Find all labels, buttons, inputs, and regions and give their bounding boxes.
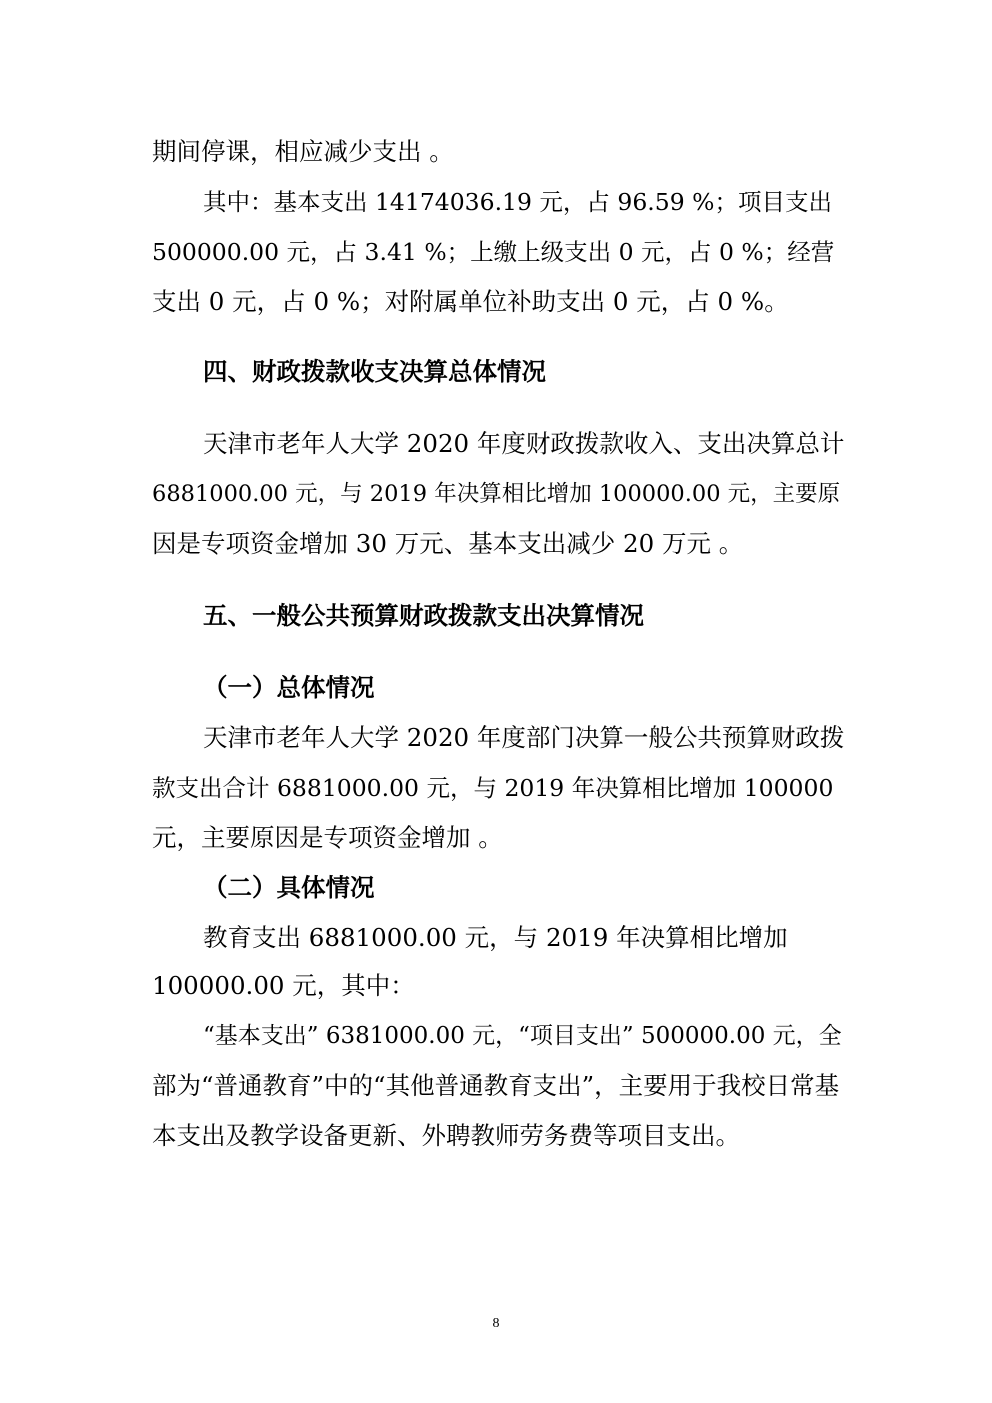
paragraph-line-15: 本支出及教学设备更新、外聘教师劳务费等项目支出。	[152, 1121, 740, 1150]
paragraph-line-7: 因是专项资金增加 30 万元、基本支出减少 20 万元 。	[152, 529, 744, 558]
paragraph-line-5: 天津市老年人大学 2020 年度财政拨款收入、支出决算总计	[203, 429, 845, 458]
paragraph-line-3: 500000.00 元，占 3.41 %；上缴上级支出 0 元，占 0 %；经营	[152, 238, 835, 266]
paragraph-line-9: 款支出合计 6881000.00 元，与 2019 年决算相比增加 100000	[152, 774, 834, 802]
paragraph-line-10: 元，主要原因是专项资金增加 。	[152, 823, 503, 852]
paragraph-line-6: 6881000.00 元，与 2019 年决算相比增加 100000.00 元，主要原	[152, 481, 841, 507]
subsection-heading-1: （一）总体情况	[203, 673, 375, 702]
paragraph-line-1: 期间停课，相应减少支出 。	[152, 137, 454, 166]
paragraph-line-14: 部为“普通教育”中的“其他普通教育支出”，主要用于我校日常基	[152, 1071, 840, 1100]
section-heading-5: 五、一般公共预算财政拨款支出决算情况	[203, 601, 644, 630]
paragraph-line-12: 100000.00 元，其中：	[152, 971, 415, 1000]
paragraph-line-13: “基本支出” 6381000.00 元，“项目支出” 500000.00 元，全	[203, 1023, 842, 1049]
paragraph-line-2: 其中：基本支出 14174036.19 元，占 96.59 %；项目支出	[203, 188, 832, 216]
paragraph-line-4: 支出 0 元，占 0 %；对附属单位补助支出 0 元，占 0 %。	[152, 287, 789, 316]
section-heading-4: 四、财政拨款收支决算总体情况	[203, 357, 546, 386]
paragraph-line-8: 天津市老年人大学 2020 年度部门决算一般公共预算财政拨	[203, 723, 845, 752]
paragraph-line-11: 教育支出 6881000.00 元，与 2019 年决算相比增加	[203, 923, 788, 952]
page-number: 8	[492, 1316, 500, 1331]
subsection-heading-2: （二）具体情况	[203, 873, 375, 902]
